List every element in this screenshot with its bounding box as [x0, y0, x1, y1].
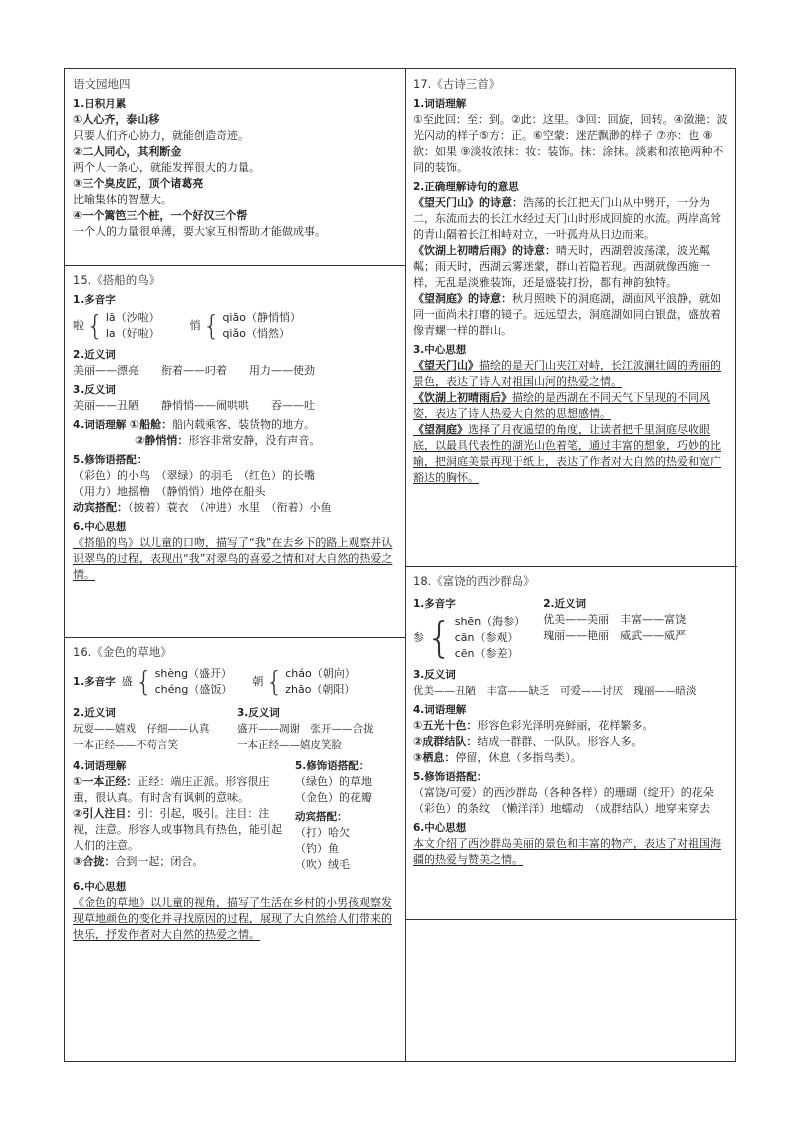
definition: 引：引起，吸引。注目：注视，注意。形容人或事物具有热色，能引起人们的注意。	[73, 807, 282, 852]
reading: qiǎo（悄然）	[222, 327, 290, 340]
heading: 6.中心思想	[413, 822, 467, 834]
synonyms: 优美——美丽 丰富——富饶	[543, 613, 687, 626]
center-idea: 本文介绍了西沙群岛美丽的景色和丰富的物产，表达了对祖国海疆的热爱与赞美之情。	[413, 837, 721, 866]
term: ②成群结队：	[413, 735, 478, 748]
poem-meaning: 晴天时，西湖碧波荡漾，波光粼粼；雨天时，西湖云雾迷蒙，群山若隐若现。西湖就像西施一样，无乱是淡雅装饰，还是盛装打扮，都有神韵独特。	[413, 244, 710, 289]
polyphone	[190, 310, 301, 342]
idiom: ②二人同心，其利断金	[73, 145, 182, 158]
heading: 4.词语理解	[73, 760, 127, 772]
divider-3	[405, 566, 737, 567]
definition: 合到一起；闭合。	[115, 855, 204, 868]
divider-1	[65, 265, 405, 266]
modifier-line: （吹）绒毛	[295, 858, 350, 871]
term: ③栖息：	[413, 751, 456, 764]
term: ①五光十色：	[413, 719, 478, 732]
poly-char: 啦	[73, 319, 84, 332]
section-title: 16.《金色的草地》	[73, 645, 172, 659]
polyphone	[413, 614, 525, 662]
poly-char: 盛	[121, 675, 133, 688]
idiom-meaning: 两个人一条心，就能发挥很大的力量。	[73, 161, 260, 174]
label: 动宾搭配：	[73, 501, 128, 514]
heading: 2.正确理解诗句的意思	[413, 181, 519, 193]
heading: 5.修饰语搭配：	[73, 454, 148, 466]
modifier-line: （打）哈欠	[295, 826, 350, 839]
section-yuwen	[73, 73, 399, 263]
center-idea: 《搭船的鸟》以儿童的口吻，描写了“我”在去乡下的路上观察并认识翠鸟的过程，表现出“我”对翠鸟的喜爱之情和对大自然的热爱之情。	[73, 536, 393, 581]
heading: 3.反义词	[413, 669, 456, 681]
heading: 4.词语理解	[413, 704, 467, 716]
reading: qiāo（静悄悄）	[222, 311, 301, 324]
poly-char: 朝	[252, 675, 264, 688]
section-title: 15.《搭船的鸟》	[73, 273, 161, 287]
brace-icon: {	[265, 665, 284, 698]
poly-char: 悄	[189, 319, 201, 332]
section-18	[413, 570, 731, 916]
poem-meaning: 浩荡的长江把天门山从中劈开，一分为二，东流而去的长江水经过天门山时形成回旋的水流。两岸高耸的青山隔着长江相峙对立，一叶孤舟从日边而来。	[413, 196, 721, 241]
label: 《望天门山》的诗意：	[413, 196, 523, 209]
antonyms: 美丽——丑陋 静悄悄——闹哄哄 吞——吐	[73, 399, 315, 412]
label: 《望洞庭》的诗意：	[413, 292, 512, 305]
heading: 3.反义词	[73, 384, 116, 396]
label: 《饮湖上初晴雨后》	[413, 391, 512, 404]
reading: cháo（朝向）	[285, 667, 356, 680]
reading: la（好啦）	[105, 327, 160, 340]
poly-char: 参	[413, 631, 424, 644]
idiom-meaning: 比喻集体的智慧大。	[73, 193, 172, 206]
definition: 停留，休息（多指鸟类）。	[455, 751, 582, 764]
modifier-line: （披着）蓑衣 （冲进）水里 （衔着）小鱼	[128, 501, 332, 514]
brace-icon: {	[134, 665, 153, 698]
heading: 6.中心思想	[73, 881, 127, 893]
heading: 1.词语理解	[413, 98, 467, 110]
idiom-meaning: 只要人们齐心协力，就能创造奇迹。	[73, 129, 249, 142]
reading: lā（沙啦）	[105, 311, 160, 324]
definition: 结成一群群、一队队。形容人多。	[477, 735, 643, 748]
synonyms: 美丽——漂亮 衔着——叼着 用力——使劲	[73, 364, 315, 377]
definition: 形容色彩光泽明亮鲜丽，花样繁多。	[477, 719, 654, 732]
divider-4	[405, 919, 737, 920]
definition: 正经：端庄正派。形容很庄重，很认真。有时含有讽刺的意味。	[73, 775, 270, 804]
section-title: 18.《富饶的西沙群岛》	[413, 574, 535, 588]
idiom: ③三个臭皮匠，顶个诸葛亮	[73, 177, 204, 190]
heading: 4.词语理解	[73, 419, 127, 431]
heading: 6.中心思想	[73, 521, 127, 533]
definition: 船内载乘客、装货物的地方。	[172, 418, 316, 431]
heading: 5.修饰语搭配：	[295, 760, 370, 772]
heading: 1.多音字	[73, 676, 116, 688]
label: 《望洞庭》	[413, 423, 468, 436]
modifier-line: （绿色）的草地	[295, 775, 372, 788]
term: ①船舱：	[129, 418, 173, 431]
antonyms: 盛开——凋谢 张开——合拢	[237, 723, 374, 735]
heading: 3.反义词	[237, 707, 280, 719]
section-16	[73, 641, 399, 1061]
term: ③合拢：	[73, 855, 116, 868]
heading: 1.多音字	[73, 294, 116, 306]
modifier-line: （富饶/可爱）的西沙群岛（各种各样）的珊瑚（绽开）的花朵	[413, 786, 714, 799]
modifier-line: （金色）的花瓣	[295, 791, 372, 804]
synonyms: 瑰丽——艳丽 威武——威严	[543, 629, 687, 642]
divider-2	[65, 637, 405, 638]
center-idea: 描绘的是西湖在不同天气下呈现的不同风姿，表达了诗人热爱大自然的思想感情。	[413, 391, 710, 420]
idiom: ①人心齐，泰山移	[73, 113, 160, 126]
antonyms: 一本正经——嬉皮笑脸	[237, 739, 342, 751]
label: 《望天门山》	[413, 359, 479, 372]
brace-icon: {	[202, 309, 221, 342]
reading: cān（参观）	[454, 631, 519, 644]
poem-meaning: 秋月照映下的洞庭湖，湖面风平浪静，就如同一面尚未打磨的镜子。远远望去，洞庭湖如同白银盘，盛放着像青螺一样的群山。	[413, 292, 721, 337]
section-title: 语文园地四	[73, 77, 131, 91]
heading: 动宾搭配：	[295, 811, 348, 823]
modifier-line: （彩色）的条纹 （懒洋洋）地蠕动 （成群结队）地穿来穿去	[413, 802, 710, 815]
heading: 2.近义词	[73, 707, 116, 719]
modifier-line: （彩色）的小鸟 （翠绿）的羽毛 （红色）的长嘴	[73, 469, 315, 482]
column-divider	[405, 69, 406, 1061]
term: ②引人注目：	[73, 807, 138, 820]
heading: 1.多音字	[413, 598, 456, 610]
heading: 3.中心思想	[413, 344, 467, 356]
reading: chéng（盛饭）	[154, 683, 233, 696]
section-15	[73, 269, 399, 635]
synonyms: 一本正经——不苟言笑	[73, 739, 178, 751]
reading: shèng（盛开）	[154, 667, 233, 680]
reading: zhāo（朝阳）	[285, 683, 356, 696]
word-notes: ①至此回：至：到。②此：这里。③回：回旋，回转。④潋滟：波光闪动的样子⑤方：正。⑥空蒙：迷茫飘渺的样子 ⑦亦：也 ⑧欲：如果 ⑨淡妆浓抹：妆：装饰。抹：涂抹。淡素和浓艳两种不同的装饰。	[413, 113, 728, 174]
term: ①一本正经：	[73, 775, 138, 788]
reading: shēn（海参）	[454, 615, 526, 628]
brace-icon: {	[426, 613, 453, 662]
polyphone-row	[73, 308, 399, 344]
polyphone	[73, 310, 160, 342]
notes-sheet	[64, 68, 736, 1062]
modifier-line: （用力）地摇橹 （静悄悄）地停在船头	[73, 485, 266, 498]
definition: 形容非常安静，没有声音。	[188, 434, 321, 447]
section-17	[413, 73, 731, 563]
label: 《饮湖上初晴后雨》的诗意：	[413, 244, 556, 257]
heading: 2.近义词	[543, 598, 586, 610]
idiom-meaning: 一个人的力量很单薄，要大家互相帮助才能做成事。	[73, 225, 326, 238]
brace-icon: {	[86, 309, 104, 342]
idiom: ④一个篱笆三个桩，一个好汉三个帮	[73, 209, 248, 222]
heading: 2.近义词	[73, 349, 116, 361]
polyphone	[252, 666, 355, 698]
section-title: 17.《古诗三首》	[413, 77, 501, 91]
center-idea: 选择了月夜遥望的角度，让读者把千里洞庭尽收眼底，以最具代表性的湖光山色着笔，通过丰富的想象，巧妙的比喻，把洞庭美景再现于纸上，表达了作者对大自然的热爱和宽广豁达的胸怀。	[413, 423, 721, 484]
polyphone-row	[73, 664, 399, 700]
antonyms: 优美——丑陋 丰富——缺乏 可爱——讨厌 瑰丽——暗淡	[413, 685, 697, 697]
center-idea: 《金色的草地》以儿童的视角，描写了生活在乡村的小男孩观察发现草地颜色的变化并寻找原因的过程，展现了大自然给人们带来的快乐，抒发作者对大自然的热爱之情。	[73, 896, 392, 941]
synonyms: 玩耍——嬉戏 仔细——认真	[73, 723, 210, 735]
term: ②静悄悄：	[135, 434, 189, 447]
heading: 1.日积月累	[73, 98, 127, 110]
heading: 5.修饰语搭配：	[413, 771, 488, 783]
reading: cēn（参差）	[454, 647, 519, 660]
center-idea: 描绘的是天门山夹江对峙，长江波澜壮阔的秀丽的景色，表达了诗人对祖国山河的热爱之情。	[413, 359, 721, 388]
modifier-line: （钓）鱼	[295, 842, 339, 855]
polyphone	[122, 666, 233, 698]
